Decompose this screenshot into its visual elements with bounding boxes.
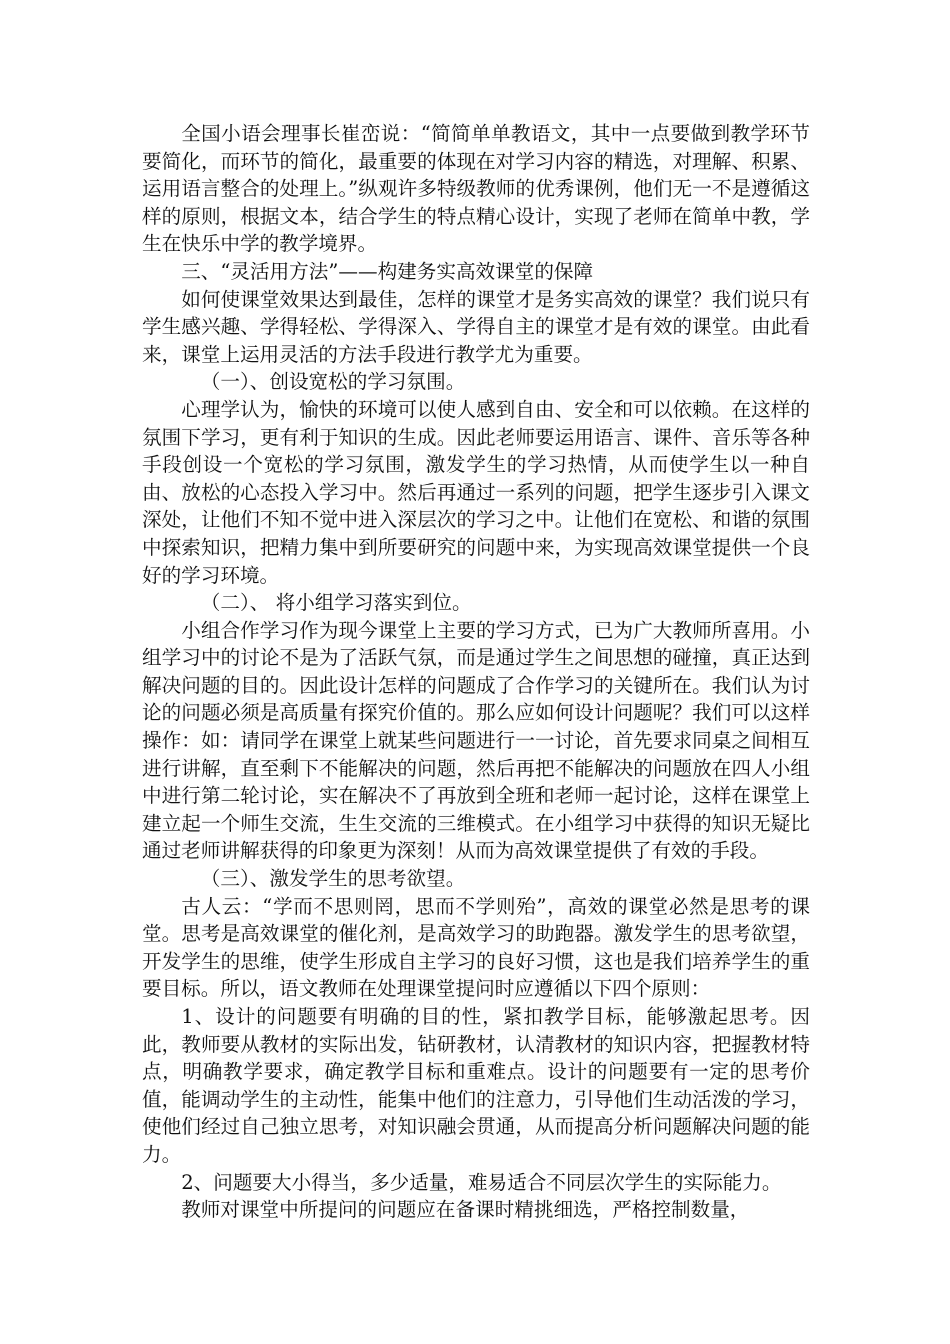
paragraph-group-learning: 小组合作学习作为现今课堂上主要的学习方式，已为广大教师所喜用。小组学习中的讨论不是为了活跃气氛，而是通过学生之间思想的碰撞，真正达到解决问题的目的。因此设计怎样的问题成了合作学习的关键所在。我们认为讨论的问题必须是高质量有探究价值的。那么应如何设计问题呢？我们可以这样操作：如：请同学在课堂上就某些问题进行一一讨论，首先要求同桌之间相互进行讲解，直至剩下不能解决的问题，然后再把不能解决的问题放在四人小组中进行第二轮讨论，实在解决不了再放到全班和老师一起讨论，这样在课堂上建立起一个师生交流，生生交流的三维模式。在小组学习中获得的知识无疑比通过老师讲解获得的印象更为深刻！从而为高效课堂提供了有效的手段。 (142, 618, 810, 863)
paragraph-principle-two: 2、问题要大小得当，多少适量，难易适合不同层次学生的实际能力。 (181, 1170, 782, 1194)
section-heading-three: 三、“灵活用方法”——构建务实高效课堂的保障 (181, 259, 594, 283)
paragraph-effective-classroom: 如何使课堂效果达到最佳，怎样的课堂才是务实高效的课堂？我们说只有学生感兴趣、学得轻松、学得深入、学得自主的课堂才是有效的课堂。由此看来，课堂上运用灵活的方法手段进行教学尤为重要。 (142, 287, 810, 366)
subheading-three: （三）、激发学生的思考欲望。 (200, 867, 466, 891)
subheading-one: （一）、创设宽松的学习氛围。 (200, 370, 466, 394)
document-body (142, 120, 810, 1224)
paragraph-atmosphere: 心理学认为，愉快的环境可以使人感到自由、安全和可以依赖。在这样的氛围下学习，更有利于知识的生成。因此老师要运用语言、课件、音乐等各种手段创设一个宽松的学习氛围，激发学生的学习热情，从而使学生以一种自由、放松的心态投入学习中。然后再通过一系列的问题，把学生逐步引入课文深处，让他们不知不觉中进入深层次的学习之中。让他们在宽松、和谐的氛围中探索知识，把精力集中到所要研究的问题中来，为实现高效课堂提供一个良好的学习环境。 (142, 397, 810, 587)
paragraph-thinking: 古人云：“学而不思则罔，思而不学则殆”，高效的课堂必然是思考的课堂。思考是高效课堂的催化剂，是高效学习的助跑器。激发学生的思考欲望，开发学生的思维，使学生形成自主学习的良好习惯，这也是我们培养学生的重要目标。所以，语文教师在处理课堂提问时应遵循以下四个原则： (142, 894, 810, 1001)
subheading-two: （二）、 将小组学习落实到位。 (200, 591, 472, 615)
paragraph-principle-one: 1、设计的问题要有明确的目的性，紧扣教学目标，能够激起思考。因此，教师要从教材的实际出发，钻研教材，认清教材的知识内容，把握教材特点，明确教学要求，确定教学目标和重难点。设计的问题要有一定的思考价值，能调动学生的主动性，能集中他们的注意力，引导他们生动活泼的学习，使他们经过自己独立思考，对知识融会贯通，从而提高分析问题解决问题的能力。 (142, 1005, 810, 1166)
paragraph-intro-quote: 全国小语会理事长崔峦说：“简简单单教语文，其中一点要做到教学环节要简化，而环节的简化，最重要的体现在对学习内容的精选，对理解、积累、运用语言整合的处理上。”纵观许多特级教师的优秀课例，他们无一不是遵循这样的原则，根据文本，结合学生的特点精心设计，实现了老师在简单中教，学生在快乐中学的教学境界。 (142, 122, 810, 256)
paragraph-question-selection: 教师对课堂中所提问的问题应在备课时精挑细选，严格控制数量， (181, 1198, 750, 1222)
